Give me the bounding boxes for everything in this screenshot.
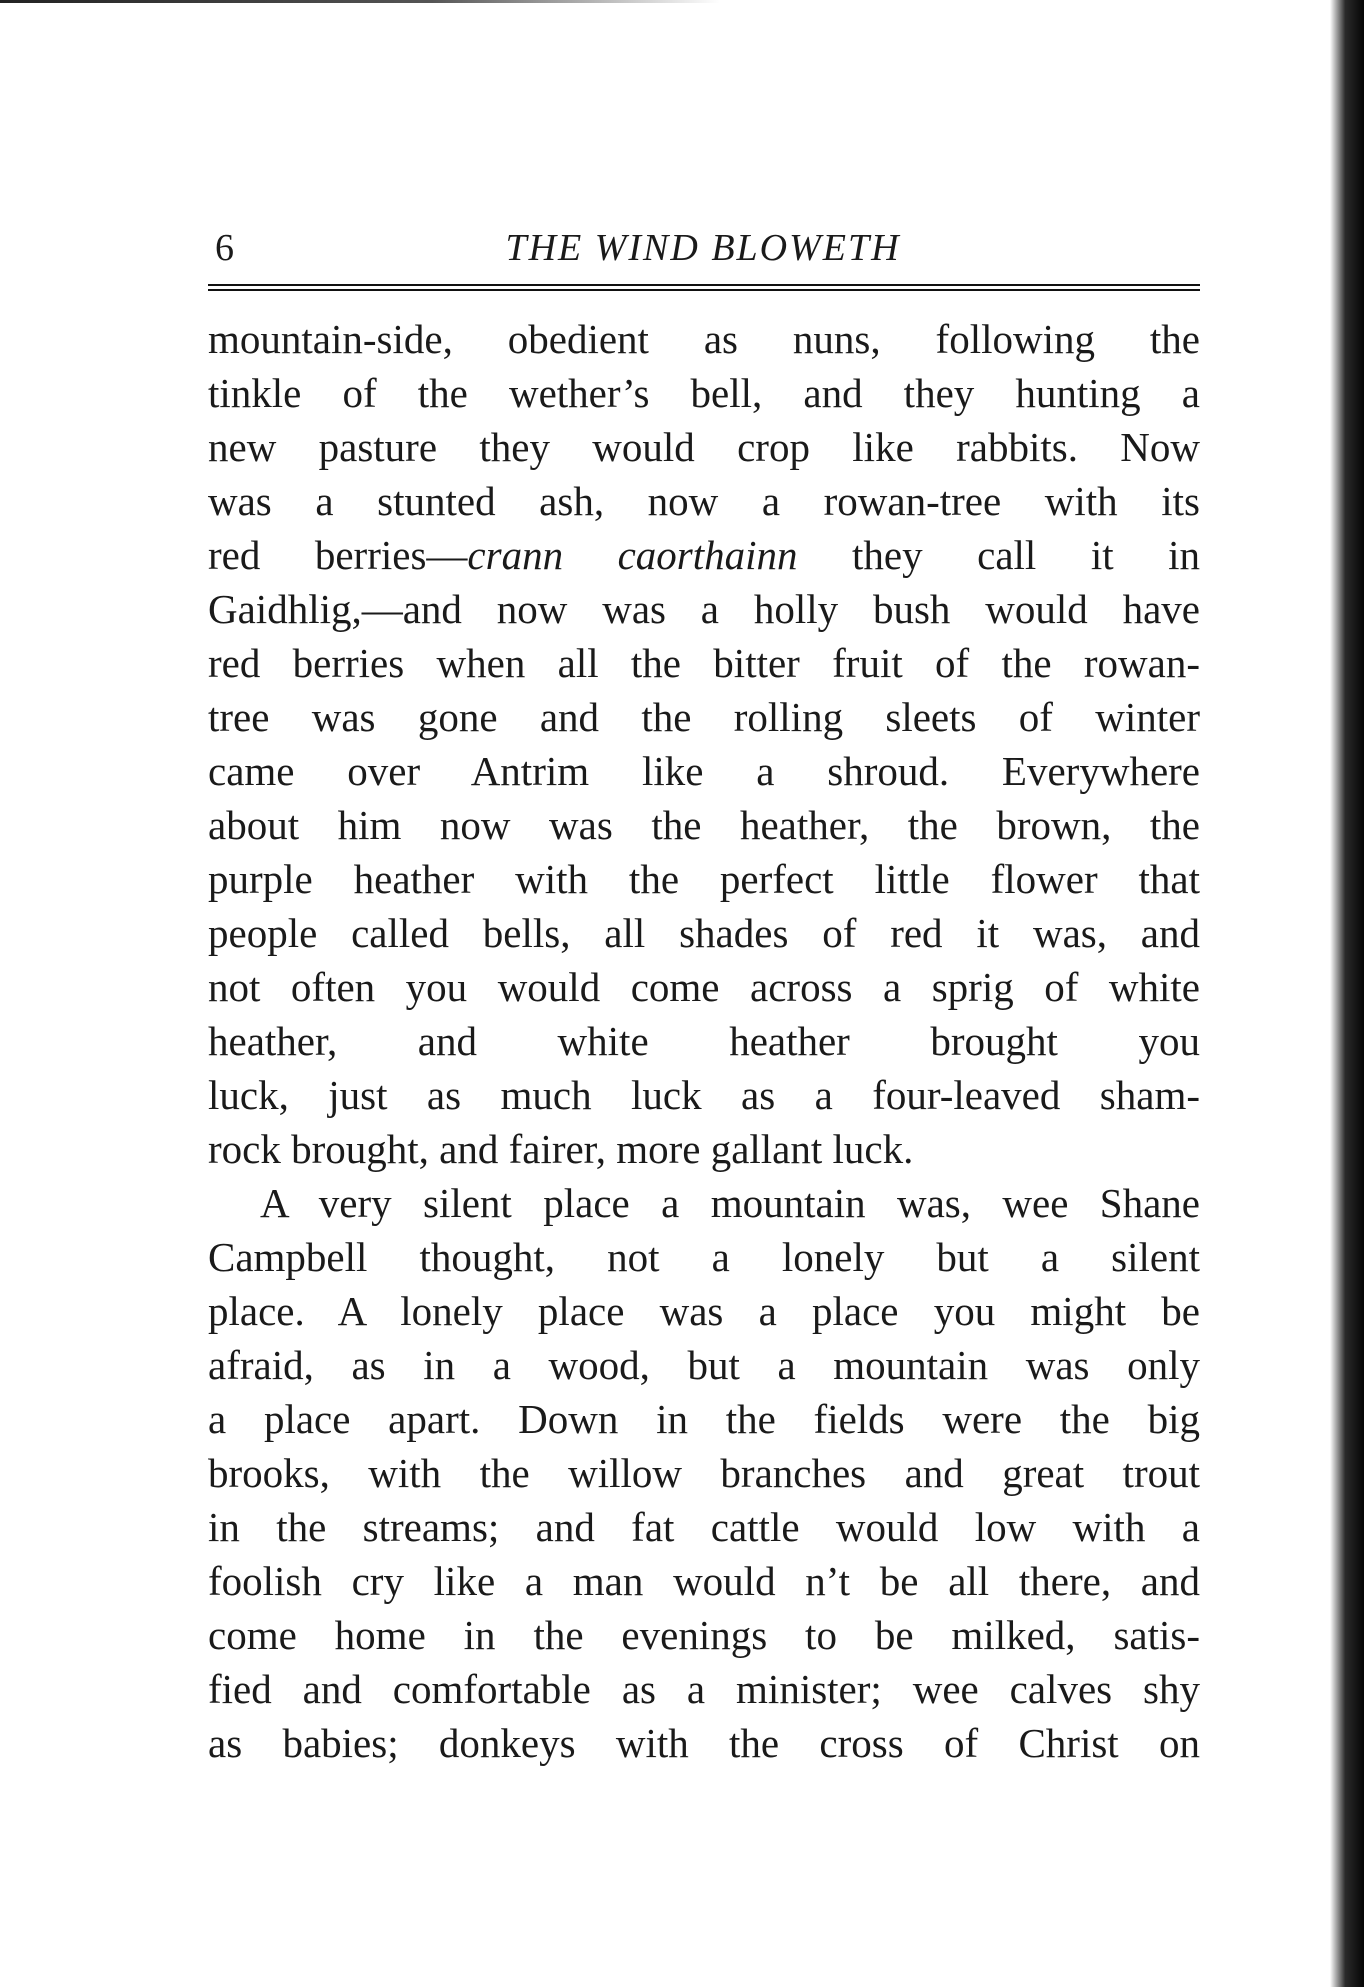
scan-edge-line: [0, 0, 720, 3]
text-segment: red berries—: [208, 532, 468, 578]
text-line: in the streams; and fat cattle would low with a: [208, 1504, 1200, 1550]
text-line: purple heather with the perfect little flower that: [208, 856, 1200, 902]
text-line: come home in the evenings to be milked, satis-: [208, 1612, 1200, 1658]
text-line: luck, just as much luck as a four-leaved sham-: [208, 1072, 1200, 1118]
page-number: 6: [215, 227, 234, 269]
text-line: was a stunted ash, now a rowan-tree with its: [208, 478, 1200, 524]
text-line: came over Antrim like a shroud. Everywhere: [208, 748, 1200, 794]
page-header: [208, 222, 1198, 274]
text-line: about him now was the heather, the brown, the: [208, 802, 1200, 848]
text-line: Gaidhlig,—and now was a holly bush would have: [208, 586, 1200, 632]
text-line: brooks, with the willow branches and great trout: [208, 1450, 1200, 1496]
text-line: fied and comfortable as a minister; wee calves shy: [208, 1666, 1200, 1712]
text-line: Campbell thought, not a lonely but a silent: [208, 1234, 1200, 1280]
text-segment: they call it in: [797, 532, 1201, 578]
text-line: tinkle of the wether’s bell, and they hunting a: [208, 370, 1200, 416]
spine-shadow: [1330, 0, 1364, 1987]
text-line: as babies; donkeys with the cross of Christ on: [208, 1720, 1200, 1766]
text-line: mountain-side, obedient as nuns, following the: [208, 316, 1200, 362]
text-line: foolish cry like a man would n’t be all there, and: [208, 1558, 1200, 1604]
header-double-rule: [208, 284, 1200, 291]
text-line: place. A lonely place was a place you might be: [208, 1288, 1200, 1334]
text-line: a place apart. Down in the fields were the big: [208, 1396, 1200, 1442]
body-text: [208, 312, 1200, 1770]
text-line: not often you would come across a sprig of white: [208, 964, 1200, 1010]
text-line: people called bells, all shades of red it was, and: [208, 910, 1200, 956]
text-line: afraid, as in a wood, but a mountain was only: [208, 1342, 1200, 1388]
text-line: new pasture they would crop like rabbits. Now: [208, 424, 1200, 470]
text-line: tree was gone and the rolling sleets of winter: [208, 694, 1200, 740]
running-title: THE WIND BLOWETH: [505, 227, 901, 269]
text-line: heather, and white heather brought you: [208, 1018, 1200, 1064]
text-line: A very silent place a mountain was, wee Shane: [260, 1180, 1200, 1226]
text-line: rock brought, and fairer, more gallant luck.: [208, 1126, 914, 1172]
text-line: red berries when all the bitter fruit of the rowan-: [208, 640, 1200, 686]
italic-gaelic-term: crann caorthainn: [467, 532, 798, 578]
text-line: [208, 528, 1200, 582]
